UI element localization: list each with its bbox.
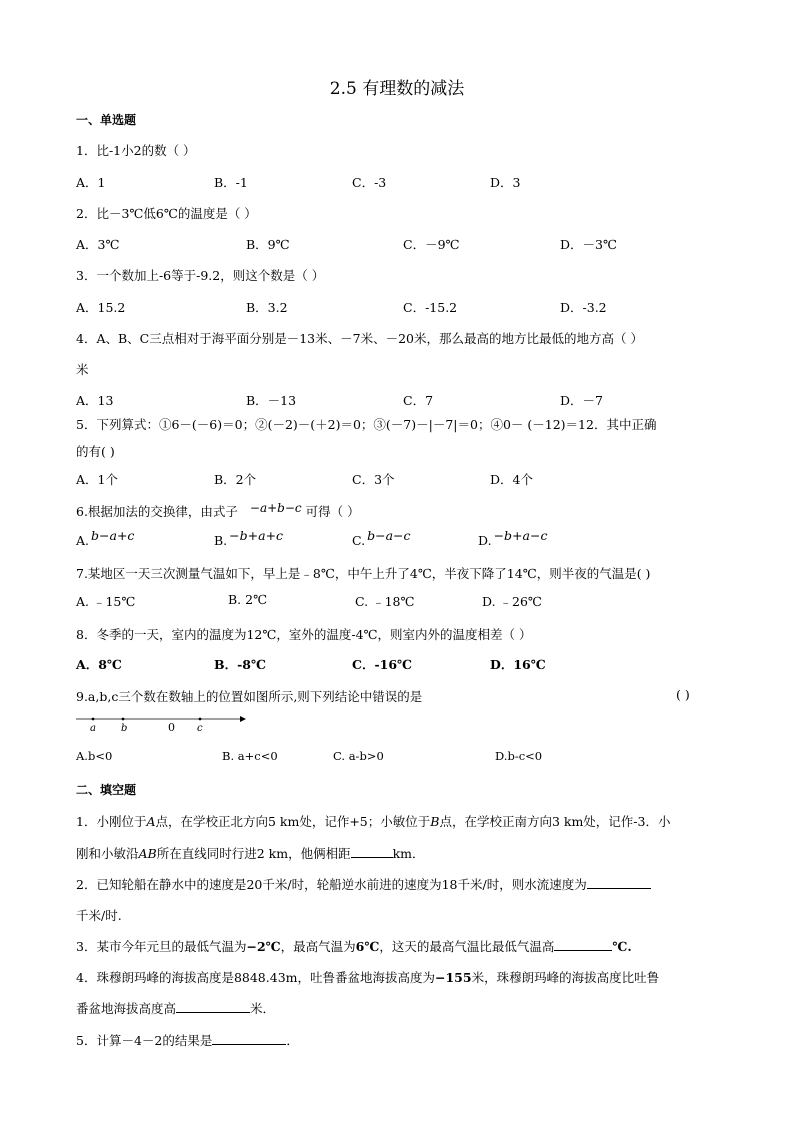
fill-5-line-1 xyxy=(76,1031,299,1049)
axis-label-b: b xyxy=(121,723,128,734)
fill-1-point-a: A xyxy=(146,814,156,829)
fill-4-text-d: 米． xyxy=(250,1001,276,1016)
fill-5-blank[interactable] xyxy=(212,1032,286,1045)
question-2-option-a: A．3℃ xyxy=(76,237,120,252)
question-7-option-b: B. 2℃ xyxy=(228,592,268,607)
question-6-option-d-expr: −b+a−c xyxy=(493,528,548,543)
question-4-option-b: B．－13 xyxy=(246,393,297,408)
section-heading-single-choice: 一、单选题 xyxy=(76,113,137,127)
question-6-option-b xyxy=(214,528,284,548)
question-1-option-b: B．-1 xyxy=(214,175,248,190)
question-9-option-c: C. a-b>0 xyxy=(333,749,384,763)
page-title: 2.5 有理数的减法 xyxy=(329,79,465,99)
question-3-option-b: B．3.2 xyxy=(246,300,288,315)
fill-2-line-1 xyxy=(76,875,651,893)
question-1-option-c: C．-3 xyxy=(352,175,387,190)
question-9-option-d: D.b-c<0 xyxy=(495,749,543,763)
fill-4-line-1 xyxy=(76,968,659,986)
fill-3-text-a: 3．某市今年元旦的最低气温为 xyxy=(76,939,247,954)
section-heading-fill-blank: 二、填空题 xyxy=(76,783,137,797)
question-4-option-d: D．－7 xyxy=(560,393,603,408)
point-b-dot xyxy=(122,718,125,721)
fill-2-text-a: 2．已知轮船在静水中的速度是20千米/时，轮船逆水前进的速度为18千米/时，则水流速度为 xyxy=(76,877,587,892)
question-5-option-a: A．1个 xyxy=(76,472,118,487)
question-7-option-c: C. ﹣18℃ xyxy=(355,594,415,609)
question-8-option-c: C．-16℃ xyxy=(352,657,413,672)
fill-3-blank[interactable] xyxy=(554,938,612,951)
question-5-stem: 5．下列算式：①6－(－6)＝0；②(－2)－(＋2)＝0；③(－7)－|－7|＝0；④0－ (－12)＝12．其中正确 xyxy=(76,417,657,432)
fill-4-text-c: 番盆地海拔高度高 xyxy=(76,1001,177,1016)
question-2-option-b: B．9℃ xyxy=(246,237,290,252)
question-3-option-c: C．-15.2 xyxy=(403,300,458,315)
question-4-stem: 4．A、B、C三点相对于海平面分别是－13米、－7米、－20米，那么最高的地方比最低的地方高（ ） xyxy=(76,331,643,346)
fill-5-text-a: 5．计算－4－2的结果是 xyxy=(76,1033,213,1048)
fill-1-point-b: B xyxy=(430,814,440,829)
fill-2-line-2: 千米/时. xyxy=(76,908,122,923)
fill-1-segment-ab: AB xyxy=(138,846,157,861)
question-6-option-c-expr: b−a−c xyxy=(367,528,411,543)
question-9-stem: 9.a,b,c三个数在数轴上的位置如图所示,则下列结论中错误的是 xyxy=(76,689,423,704)
question-8-option-a: A．8℃ xyxy=(76,657,122,672)
point-c-dot xyxy=(199,718,202,721)
question-7-option-a: A. ﹣15℃ xyxy=(76,594,136,609)
question-6-stem-text: 6.根据加法的交换律，由式子 xyxy=(76,504,238,519)
fill-4-line-2 xyxy=(76,999,275,1017)
fill-4-text-b: 米，珠穆朗玛峰的海拔高度比吐鲁 xyxy=(471,970,660,985)
fill-1-text-a: 1．小刚位于 xyxy=(76,814,147,829)
question-2-option-d: D．－3℃ xyxy=(560,237,617,252)
fill-1-blank[interactable] xyxy=(351,845,393,858)
fill-3-line-1 xyxy=(76,937,632,955)
question-4-option-a: A．13 xyxy=(76,393,114,408)
question-5-stem-continued: 的有( ) xyxy=(76,444,115,459)
question-1-option-d: D．3 xyxy=(490,175,521,190)
question-1-option-a: A．1 xyxy=(76,175,106,190)
question-2-stem: 2．比－3℃低6℃的温度是（ ） xyxy=(76,206,257,221)
number-line-figure xyxy=(74,712,254,738)
axis-label-a: a xyxy=(90,723,96,734)
question-2-option-c: C．－9℃ xyxy=(403,237,460,252)
question-3-option-d: D．-3.2 xyxy=(560,300,607,315)
question-9-answer-paren: ( ) xyxy=(676,687,690,702)
fill-3-text-b: ，最高气温为 xyxy=(280,939,356,954)
question-6-option-a-expr: b−a+c xyxy=(91,528,135,543)
question-3-option-a: A．15.2 xyxy=(76,300,126,315)
axis-label-zero: 0 xyxy=(168,721,175,734)
fill-3-high-temp: 6℃ xyxy=(355,939,380,954)
fill-4-text-a: 4．珠穆朗玛峰的海拔高度是8848.43m，吐鲁番盆地海拔高度为 xyxy=(76,970,435,985)
fill-2-blank[interactable] xyxy=(587,876,651,889)
question-4-option-c: C．7 xyxy=(403,393,434,408)
question-6-stem-suffix: 可得（ ） xyxy=(305,504,360,519)
point-a-dot xyxy=(92,718,95,721)
question-7-option-d: D. ﹣26℃ xyxy=(482,594,542,609)
question-6-option-b-label: B. xyxy=(214,533,228,548)
fill-1-line-1 xyxy=(76,812,670,830)
question-5-option-c: C．3个 xyxy=(352,472,395,487)
fill-3-text-c: ，这天的最高气温比最低气温高 xyxy=(379,939,555,954)
question-5-option-b: B．2个 xyxy=(214,472,257,487)
fill-4-basin-altitude: −155 xyxy=(435,970,472,985)
fill-3-low-temp: −2℃ xyxy=(246,939,281,954)
question-4-stem-continued: 米 xyxy=(76,362,89,377)
question-1-stem: 1．比-1小2的数（ ） xyxy=(76,143,196,158)
question-9-option-b: B. a+c<0 xyxy=(222,749,278,763)
fill-1-line-2 xyxy=(76,844,425,862)
fill-4-blank[interactable] xyxy=(176,1000,250,1013)
fill-1-text-c: 点，在学校正南方向3 km处，记作-3．小 xyxy=(439,814,671,829)
fill-1-text-d: 刚和小敏沿 xyxy=(76,846,139,861)
question-6-expression: −a+b−c xyxy=(249,501,302,515)
number-line-arrow xyxy=(240,716,246,722)
question-6-option-c xyxy=(352,528,411,548)
question-9-option-a: A.b<0 xyxy=(76,749,113,763)
question-8-option-d: D．16℃ xyxy=(490,657,546,672)
question-8-stem: 8．冬季的一天，室内的温度为12℃，室外的温度-4℃，则室内外的温度相差（ ） xyxy=(76,627,532,642)
axis-label-c: c xyxy=(197,723,203,734)
fill-1-text-b: 点，在学校正北方向5 km处，记作+5；小敏位于 xyxy=(155,814,431,829)
question-6-option-d xyxy=(478,528,548,548)
fill-5-text-b: ． xyxy=(286,1033,299,1048)
fill-1-text-f: km． xyxy=(392,846,425,861)
question-7-stem: 7.某地区一天三次测量气温如下，早上是﹣8℃，中午上升了4℃，半夜下降了14℃，则半夜的气温是( ) xyxy=(76,566,651,581)
question-6-option-a xyxy=(76,528,135,548)
question-6-option-b-expr: −b+a+c xyxy=(229,528,284,543)
question-8-option-b: B．-8℃ xyxy=(214,657,266,672)
question-6-option-c-label: C. xyxy=(352,533,366,548)
question-6-option-d-label: D. xyxy=(478,533,492,548)
question-6-option-a-label: A. xyxy=(76,533,90,548)
question-5-option-d: D．4个 xyxy=(490,472,533,487)
question-3-stem: 3．一个数加上-6等于-9.2，则这个数是（ ） xyxy=(76,268,325,283)
question-6-stem xyxy=(76,502,360,520)
fill-1-text-e: 所在直线同时行进2 km，他俩相距 xyxy=(156,846,351,861)
fill-3-text-d: ℃. xyxy=(612,939,632,954)
